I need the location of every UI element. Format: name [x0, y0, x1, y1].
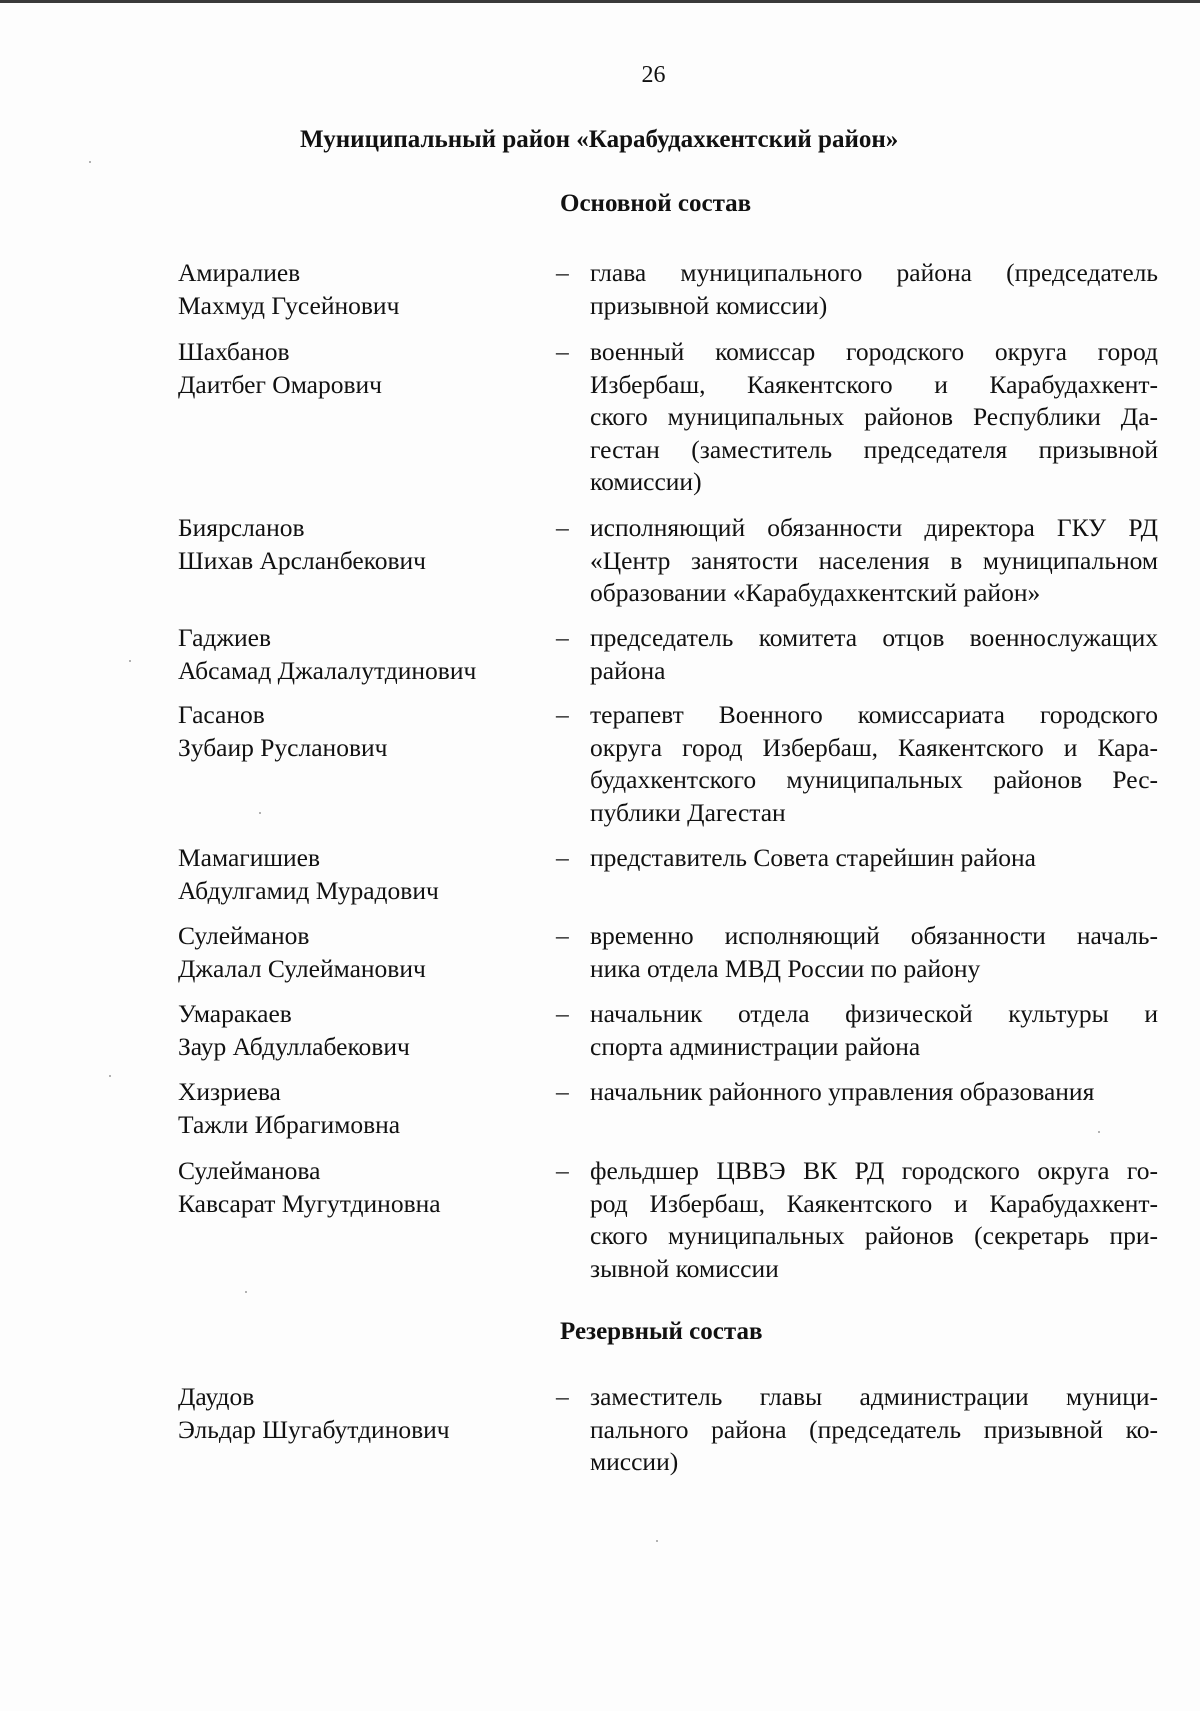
separator-dash: –: [556, 999, 569, 1028]
role-line: временно исполняющий обязанности началь-: [590, 921, 1158, 950]
member-name: [178, 622, 476, 687]
role-line: «Центр занятости населения в муниципальном: [590, 545, 1158, 575]
scan-speck: [109, 1075, 111, 1077]
member-given-names: Махмуд Гусейнович: [178, 290, 400, 320]
member-surname: Гасанов: [178, 700, 265, 729]
role-line: миссии): [590, 1447, 679, 1476]
member-role: [590, 1155, 1158, 1285]
separator-dash: –: [556, 843, 569, 872]
role-line: начальник отдела физической культуры и: [590, 999, 1158, 1028]
role-line: фельдшер ЦВВЭ ВК РД городского округа го-: [590, 1156, 1158, 1185]
scan-speck: [656, 1540, 658, 1542]
member-role: [590, 1381, 1158, 1479]
separator-dash: –: [556, 1156, 569, 1185]
member-role: [590, 1076, 1158, 1109]
role-line: будахкентского муниципальных районов Рес-: [590, 765, 1158, 794]
member-name: [178, 1076, 400, 1141]
role-line: заместитель главы администрации муници-: [590, 1382, 1158, 1411]
role-line: ского муниципальных районов (секретарь при-: [590, 1221, 1158, 1250]
member-given-names: Зубаир Русланович: [178, 732, 388, 762]
reserve-composition-heading: Резервный состав: [560, 1318, 763, 1345]
scan-speck: [245, 1291, 247, 1293]
member-surname: Сулейманова: [178, 1156, 321, 1185]
member-name: [178, 699, 387, 764]
role-line: ника отдела МВД России по району: [590, 953, 981, 983]
member-role: [590, 920, 1158, 985]
member-name: [178, 998, 410, 1063]
member-name: [178, 336, 382, 401]
member-name: [178, 842, 439, 907]
role-line: исполняющий обязанности директора ГКУ РД: [590, 513, 1158, 542]
member-surname: Сулейманов: [178, 921, 310, 950]
member-name: [178, 512, 426, 577]
member-given-names: Тажли Ибрагимовна: [178, 1109, 401, 1139]
role-line: Избербаш, Каякентского и Карабудахкент-: [590, 369, 1158, 399]
role-line: глава муниципального района (председатель: [590, 258, 1158, 287]
separator-dash: –: [556, 1382, 569, 1411]
separator-dash: –: [556, 513, 569, 542]
scan-speck: [259, 812, 261, 814]
separator-dash: –: [556, 337, 569, 366]
role-line: терапевт Военного комиссариата городского: [590, 700, 1158, 729]
member-surname: Даудов: [178, 1382, 255, 1411]
member-name: [178, 920, 426, 985]
member-given-names: Эльдар Шугабутдинович: [178, 1414, 450, 1444]
member-role: [590, 622, 1158, 687]
member-role: [590, 699, 1158, 829]
role-line: спорта администрации района: [590, 1031, 921, 1061]
member-surname: Биярсланов: [178, 513, 305, 542]
separator-dash: –: [556, 1077, 569, 1106]
role-line: председатель комитета отцов военнослужащих: [590, 623, 1158, 652]
role-line: района: [590, 655, 666, 685]
separator-dash: –: [556, 700, 569, 729]
member-given-names: Кавсарат Мугутдиновна: [178, 1188, 441, 1218]
member-name: [178, 1381, 450, 1446]
role-line: ского муниципальных районов Республики Да-: [590, 402, 1158, 431]
member-surname: Гаджиев: [178, 623, 272, 652]
document-title: Муниципальный район «Карабудахкентский район»: [300, 126, 899, 153]
role-line: пального района (председатель призывной ко-: [590, 1414, 1158, 1444]
member-given-names: Абдулгамид Мурадович: [178, 875, 439, 905]
member-given-names: Заур Абдуллабекович: [178, 1031, 410, 1061]
separator-dash: –: [556, 623, 569, 652]
separator-dash: –: [556, 258, 569, 287]
scan-speck: [1098, 1131, 1100, 1133]
member-name: [178, 1155, 441, 1220]
member-role: [590, 842, 1158, 875]
member-given-names: Джалал Сулейманович: [178, 953, 426, 983]
role-line: комиссии): [590, 467, 702, 496]
role-line: образовании «Карабудахкентский район»: [590, 578, 1041, 607]
role-line: призывной комиссии): [590, 290, 828, 320]
role-line: зывной комиссии: [590, 1253, 779, 1283]
role-line: представитель Совета старейшин района: [590, 843, 1036, 872]
member-given-names: Даитбег Омарович: [178, 369, 382, 399]
member-surname: Амиралиев: [178, 258, 301, 287]
separator-dash: –: [556, 921, 569, 950]
role-line: округа город Избербаш, Каякентского и Кара-: [590, 732, 1158, 762]
page-number: 26: [641, 62, 666, 88]
member-surname: Хизриева: [178, 1077, 281, 1106]
member-surname: Шахбанов: [178, 337, 290, 366]
member-role: [590, 998, 1158, 1063]
member-given-names: Шихав Арсланбекович: [178, 545, 427, 575]
scan-top-edge: [0, 0, 1200, 3]
role-line: гестан (заместитель председателя призывной: [590, 434, 1158, 464]
member-role: [590, 257, 1158, 322]
member-name: [178, 257, 399, 322]
role-line: начальник районного управления образования: [590, 1077, 1095, 1106]
role-line: военный комиссар городского округа город: [590, 337, 1158, 366]
member-given-names: Абсамад Джалалутдинович: [178, 655, 477, 685]
scan-speck: [129, 660, 131, 662]
scan-speck: [89, 161, 91, 163]
member-surname: Умаракаев: [178, 999, 292, 1028]
member-role: [590, 512, 1158, 610]
member-surname: Мамагишиев: [178, 843, 321, 872]
role-line: род Избербаш, Каякентского и Карабудахкент-: [590, 1188, 1158, 1218]
role-line: публики Дагестан: [590, 797, 786, 827]
main-composition-heading: Основной состав: [560, 190, 752, 217]
member-role: [590, 336, 1158, 499]
